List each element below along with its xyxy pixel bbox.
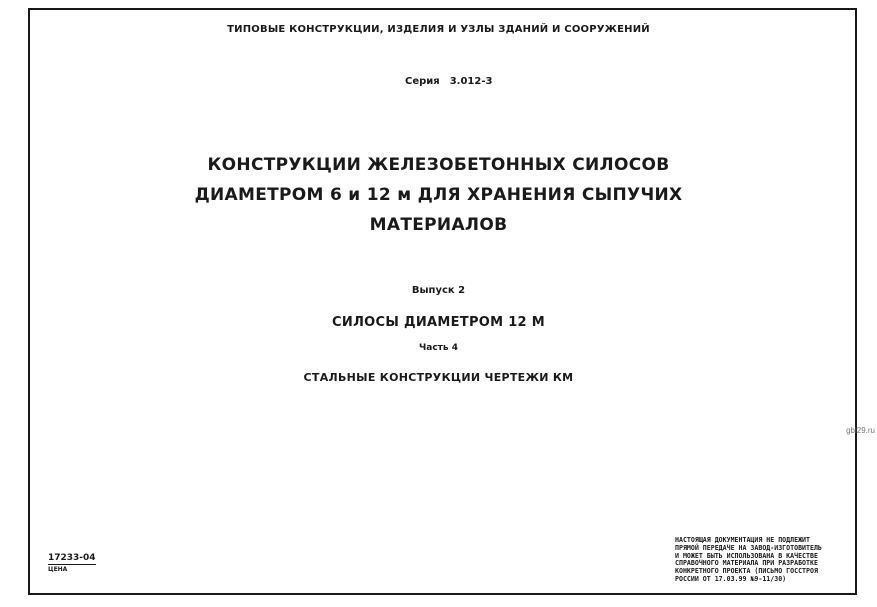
issue-number: Выпуск 2 [411,285,466,296]
watermark: gbi29.ru [846,426,875,435]
drawing-frame [28,8,857,595]
notice-line: И МОЖЕТ БЫТЬ ИСПОЛЬЗОВАНА В КАЧЕСТВЕ [675,551,818,560]
notice-line: КОНКРЕТНОГО ПРОЕКТА (ПИСЬМО ГОССТРОЯ [675,567,818,576]
inventory-number: 17233-04 [48,553,96,563]
series-code: 3.012-3 [449,76,493,87]
document-header: ТИПОВЫЕ КОНСТРУКЦИИ, ИЗДЕЛИЯ И УЗЛЫ ЗДАНИЙ И СООРУЖЕНИЙ [227,24,650,35]
notice-line: РОССИИ ОТ 17.03.99 №9-11/30) [675,574,787,583]
document-title [0,150,877,240]
notice-line: НАСТОЯЩАЯ ДОКУМЕНТАЦИЯ НЕ ПОДЛЕЖИТ [675,536,810,544]
notice-line: СПРАВОЧНОГО МАТЕРИАЛА ПРИ РАЗРАБОТКЕ [675,559,818,568]
part-number: Часть 4 [419,343,458,353]
part-content: СТАЛЬНЫЕ КОНСТРУКЦИИ ЧЕРТЕЖИ КМ [303,371,574,384]
series-line [405,76,492,87]
title-line-1: КОНСТРУКЦИИ ЖЕЛЕЗОБЕТОННЫХ СИЛОСОВ [207,155,670,175]
title-line-2: ДИАМЕТРОМ 6 и 12 м ДЛЯ ХРАНЕНИЯ СЫПУЧИХ [194,185,683,205]
title-line-3: МАТЕРИАЛОВ [369,215,508,235]
price-label: ЦЕНА [48,566,68,573]
series-label: Серия [405,76,440,87]
issue-subtitle: СИЛОСЫ ДИАМЕТРОМ 12 М [332,315,545,330]
notice-line: ПРЯМОЙ ПЕРЕДАЧЕ НА ЗАВОД-ИЗГОТОВИТЕЛЬ [675,543,822,552]
usage-notice [675,537,850,584]
